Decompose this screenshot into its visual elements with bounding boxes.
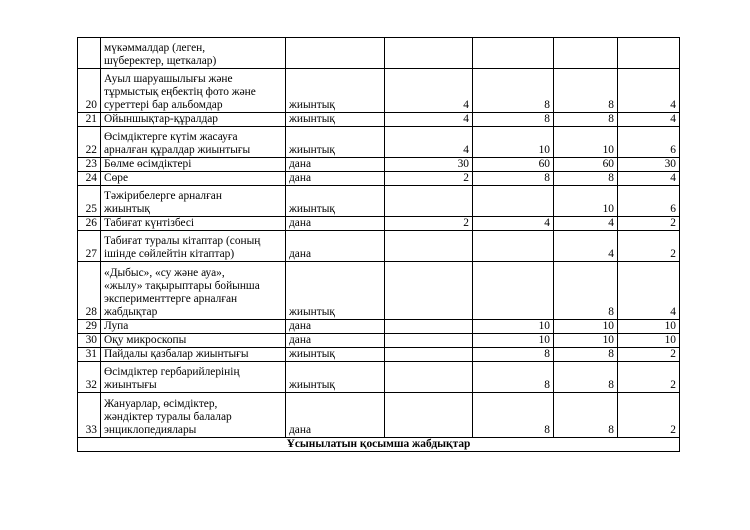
unit-cell: дана <box>286 320 385 334</box>
quantity-3-cell: 8 <box>554 113 618 127</box>
unit-cell: дана <box>286 393 385 438</box>
quantity-2-cell <box>473 38 554 69</box>
row-number-cell: 26 <box>78 217 101 231</box>
table-row <box>78 172 680 186</box>
quantity-4-cell: 4 <box>618 69 680 113</box>
item-name-cell: Табиғат туралы кітаптар (соның ішінде сөйлейтін кітаптар) <box>101 231 286 262</box>
table-row <box>78 334 680 348</box>
quantity-3-cell: 60 <box>554 158 618 172</box>
item-name-cell: Оқу микроскопы <box>101 334 286 348</box>
quantity-2-cell: 10 <box>473 334 554 348</box>
quantity-3-cell: 8 <box>554 262 618 320</box>
row-number-cell: 24 <box>78 172 101 186</box>
quantity-2-cell <box>473 262 554 320</box>
quantity-1-cell <box>385 186 473 217</box>
item-name-cell: Ойыншықтар-құралдар <box>101 113 286 127</box>
row-number-cell: 29 <box>78 320 101 334</box>
row-number-cell: 22 <box>78 127 101 158</box>
row-number-cell: 33 <box>78 393 101 438</box>
quantity-3-cell: 8 <box>554 348 618 362</box>
quantity-3-cell: 8 <box>554 393 618 438</box>
quantity-2-cell: 4 <box>473 217 554 231</box>
row-number-cell: 27 <box>78 231 101 262</box>
quantity-2-cell: 8 <box>473 348 554 362</box>
quantity-4-cell: 2 <box>618 217 680 231</box>
section-heading: Ұсынылатын қосымша жабдықтар <box>78 438 680 452</box>
quantity-3-cell: 4 <box>554 217 618 231</box>
unit-cell: дана <box>286 217 385 231</box>
quantity-1-cell <box>385 320 473 334</box>
quantity-2-cell: 8 <box>473 69 554 113</box>
quantity-4-cell: 2 <box>618 362 680 393</box>
row-number-cell: 32 <box>78 362 101 393</box>
row-number-cell: 21 <box>78 113 101 127</box>
quantity-1-cell <box>385 38 473 69</box>
item-name-cell: Сөре <box>101 172 286 186</box>
quantity-1-cell <box>385 348 473 362</box>
quantity-4-cell: 4 <box>618 262 680 320</box>
quantity-3-cell: 8 <box>554 362 618 393</box>
quantity-4-cell: 4 <box>618 172 680 186</box>
item-name-cell: Өсімдіктер гербарийлерінің жиынтығы <box>101 362 286 393</box>
unit-cell: жиынтық <box>286 362 385 393</box>
unit-cell <box>286 38 385 69</box>
item-name-cell: Бөлме өсімдіктері <box>101 158 286 172</box>
quantity-4-cell: 10 <box>618 320 680 334</box>
quantity-1-cell: 30 <box>385 158 473 172</box>
quantity-2-cell: 8 <box>473 393 554 438</box>
quantity-2-cell: 10 <box>473 320 554 334</box>
table-row <box>78 362 680 393</box>
quantity-1-cell <box>385 262 473 320</box>
equipment-table <box>77 37 680 452</box>
footer-row <box>78 438 680 452</box>
quantity-1-cell <box>385 231 473 262</box>
table-row <box>78 262 680 320</box>
quantity-4-cell <box>618 38 680 69</box>
quantity-3-cell: 10 <box>554 127 618 158</box>
unit-cell: дана <box>286 158 385 172</box>
quantity-3-cell: 10 <box>554 320 618 334</box>
quantity-1-cell: 4 <box>385 69 473 113</box>
table-row <box>78 348 680 362</box>
quantity-4-cell: 2 <box>618 348 680 362</box>
quantity-3-cell: 4 <box>554 231 618 262</box>
quantity-4-cell: 2 <box>618 231 680 262</box>
quantity-2-cell: 8 <box>473 113 554 127</box>
row-number-cell: 25 <box>78 186 101 217</box>
item-name-cell: «Дыбыс», «су және ауа», «жылу» тақырыптары бойынша эксперименттерге арналған жабдықтар <box>101 262 286 320</box>
quantity-4-cell: 6 <box>618 127 680 158</box>
quantity-1-cell: 4 <box>385 113 473 127</box>
quantity-2-cell: 8 <box>473 172 554 186</box>
quantity-1-cell <box>385 362 473 393</box>
quantity-2-cell <box>473 231 554 262</box>
table-row <box>78 38 680 69</box>
table-row <box>78 320 680 334</box>
row-number-cell: 23 <box>78 158 101 172</box>
unit-cell: жиынтық <box>286 186 385 217</box>
item-name-cell: Тәжірибелерге арналған жиынтық <box>101 186 286 217</box>
quantity-2-cell: 10 <box>473 127 554 158</box>
table-row <box>78 127 680 158</box>
quantity-2-cell: 60 <box>473 158 554 172</box>
row-number-cell: 31 <box>78 348 101 362</box>
table-row <box>78 69 680 113</box>
quantity-4-cell: 2 <box>618 393 680 438</box>
quantity-4-cell: 6 <box>618 186 680 217</box>
item-name-cell: Ауыл шаруашылығы және тұрмыстық еңбектің фото және суреттері бар альбомдар <box>101 69 286 113</box>
quantity-4-cell: 30 <box>618 158 680 172</box>
row-number-cell: 28 <box>78 262 101 320</box>
table-row <box>78 217 680 231</box>
row-number-cell: 30 <box>78 334 101 348</box>
item-name-cell: Жануарлар, өсімдіктер, жәндіктер туралы балалар энциклопедиялары <box>101 393 286 438</box>
table-row <box>78 393 680 438</box>
quantity-4-cell: 10 <box>618 334 680 348</box>
quantity-3-cell <box>554 38 618 69</box>
item-name-cell: Пайдалы қазбалар жиынтығы <box>101 348 286 362</box>
row-number-cell: 20 <box>78 69 101 113</box>
table-row <box>78 158 680 172</box>
quantity-1-cell: 4 <box>385 127 473 158</box>
unit-cell: дана <box>286 172 385 186</box>
item-name-cell: Лупа <box>101 320 286 334</box>
quantity-2-cell: 8 <box>473 362 554 393</box>
unit-cell: жиынтық <box>286 127 385 158</box>
unit-cell: жиынтық <box>286 262 385 320</box>
unit-cell: жиынтық <box>286 69 385 113</box>
quantity-3-cell: 10 <box>554 186 618 217</box>
quantity-1-cell: 2 <box>385 172 473 186</box>
item-name-cell: Өсімдіктерге күтім жасауға арналған құралдар жиынтығы <box>101 127 286 158</box>
table-body <box>78 38 680 438</box>
quantity-3-cell: 10 <box>554 334 618 348</box>
quantity-1-cell <box>385 334 473 348</box>
quantity-3-cell: 8 <box>554 172 618 186</box>
unit-cell: дана <box>286 334 385 348</box>
table-row <box>78 231 680 262</box>
row-number-cell <box>78 38 101 69</box>
table-row <box>78 113 680 127</box>
item-name-cell: Табиғат күнтізбесі <box>101 217 286 231</box>
unit-cell: дана <box>286 231 385 262</box>
unit-cell: жиынтық <box>286 348 385 362</box>
quantity-1-cell: 2 <box>385 217 473 231</box>
table-row <box>78 186 680 217</box>
quantity-2-cell <box>473 186 554 217</box>
unit-cell: жиынтық <box>286 113 385 127</box>
quantity-1-cell <box>385 393 473 438</box>
quantity-4-cell: 4 <box>618 113 680 127</box>
item-name-cell: мүкәммалдар (леген, шүберектер, щеткалар) <box>101 38 286 69</box>
quantity-3-cell: 8 <box>554 69 618 113</box>
